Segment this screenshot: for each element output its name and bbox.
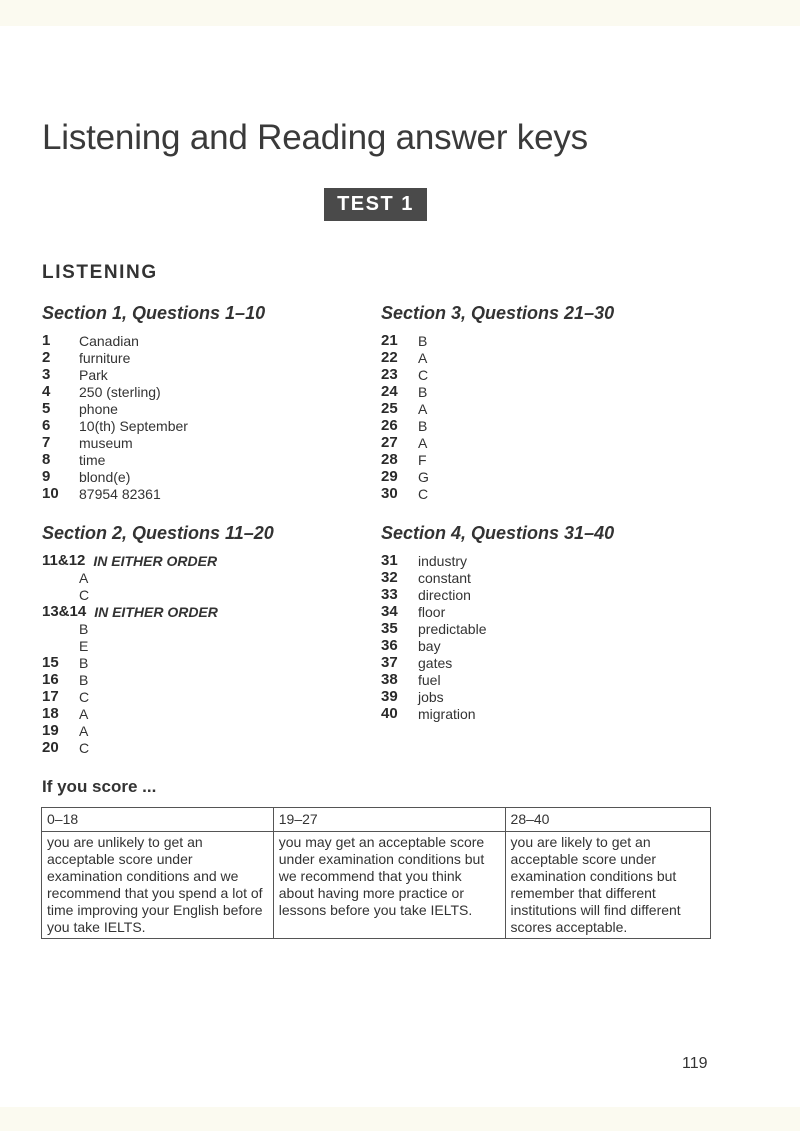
answer-number: 30 bbox=[381, 485, 398, 502]
answer-number: 23 bbox=[381, 366, 398, 383]
answer-row bbox=[42, 366, 188, 383]
listening-heading: LISTENING bbox=[42, 262, 158, 283]
answer-row bbox=[42, 332, 188, 349]
answer-text: A bbox=[418, 434, 428, 451]
answer-text: bay bbox=[418, 637, 441, 654]
answer-text: A bbox=[418, 349, 428, 366]
score-description-cell: you are likely to get an acceptable score under examination conditions but remember that different institutions will find different scores acceptable. bbox=[505, 832, 710, 939]
answer-text: industry bbox=[418, 552, 468, 569]
answer-text: C bbox=[79, 688, 90, 705]
answer-number: 4 bbox=[42, 383, 51, 400]
answer-number: 24 bbox=[381, 383, 398, 400]
page-top-band bbox=[0, 0, 800, 26]
test-badge: TEST 1 bbox=[324, 188, 427, 221]
answer-row bbox=[42, 654, 218, 671]
answer-text: B bbox=[79, 654, 89, 671]
answer-row bbox=[381, 688, 487, 705]
answer-row bbox=[381, 586, 487, 603]
answer-number: 25 bbox=[381, 400, 398, 417]
answer-row bbox=[381, 332, 429, 349]
answer-row bbox=[381, 400, 429, 417]
answer-row bbox=[381, 468, 429, 485]
either-order-note: IN EITHER ORDER bbox=[93, 552, 218, 569]
answer-row bbox=[42, 552, 218, 569]
answer-text: furniture bbox=[79, 349, 131, 366]
answer-text: time bbox=[79, 451, 106, 468]
answer-text: B bbox=[79, 620, 89, 637]
section-2-answers bbox=[42, 552, 218, 756]
answer-text: A bbox=[79, 569, 89, 586]
answer-row bbox=[381, 705, 487, 722]
answer-text: phone bbox=[79, 400, 118, 417]
answer-text: 10(th) September bbox=[79, 417, 188, 434]
answer-number: 8 bbox=[42, 451, 51, 468]
answer-row bbox=[42, 569, 218, 586]
answer-text: 87954 82361 bbox=[79, 485, 161, 502]
section-4-heading: Section 4, Questions 31–40 bbox=[381, 523, 615, 543]
answer-number: 5 bbox=[42, 400, 51, 417]
answer-row bbox=[42, 688, 218, 705]
answer-text: G bbox=[418, 468, 429, 485]
answer-row bbox=[381, 552, 487, 569]
score-heading: If you score ... bbox=[42, 777, 157, 796]
answer-number: 40 bbox=[381, 705, 398, 722]
answer-number: 31 bbox=[381, 552, 398, 569]
answer-number: 35 bbox=[381, 620, 398, 637]
answer-text: B bbox=[418, 417, 428, 434]
answer-text: constant bbox=[418, 569, 471, 586]
answer-row bbox=[42, 383, 188, 400]
answer-text: C bbox=[418, 485, 429, 502]
answer-number: 17 bbox=[42, 688, 59, 705]
answer-text: C bbox=[418, 366, 429, 383]
answer-number: 38 bbox=[381, 671, 398, 688]
answer-number: 2 bbox=[42, 349, 51, 366]
answer-text: B bbox=[79, 671, 89, 688]
answer-row bbox=[381, 434, 429, 451]
answer-text: B bbox=[418, 383, 428, 400]
answer-number: 21 bbox=[381, 332, 398, 349]
score-range-cell: 28–40 bbox=[505, 808, 710, 832]
answer-number: 32 bbox=[381, 569, 398, 586]
answer-text: C bbox=[79, 586, 90, 603]
answer-number: 1 bbox=[42, 332, 51, 349]
answer-number: 22 bbox=[381, 349, 398, 366]
score-range-cell: 0–18 bbox=[42, 808, 274, 832]
answer-row bbox=[42, 485, 188, 502]
answer-row bbox=[381, 349, 429, 366]
answer-row bbox=[381, 654, 487, 671]
score-description-row bbox=[42, 832, 711, 939]
answer-text: jobs bbox=[418, 688, 444, 705]
answer-row bbox=[42, 739, 218, 756]
answer-row bbox=[42, 620, 218, 637]
answer-row bbox=[42, 637, 218, 654]
answer-row bbox=[381, 569, 487, 586]
answer-text: migration bbox=[418, 705, 476, 722]
answer-text: gates bbox=[418, 654, 453, 671]
answer-row bbox=[42, 468, 188, 485]
page-bottom-band bbox=[0, 1107, 800, 1131]
section-1-heading: Section 1, Questions 1–10 bbox=[42, 303, 266, 323]
answer-row bbox=[381, 671, 487, 688]
answer-text: F bbox=[418, 451, 427, 468]
answer-row bbox=[42, 417, 188, 434]
answer-row bbox=[42, 722, 218, 739]
answer-row bbox=[381, 366, 429, 383]
answer-row bbox=[42, 671, 218, 688]
answer-text: 250 (sterling) bbox=[79, 383, 161, 400]
either-order-note: IN EITHER ORDER bbox=[94, 603, 218, 620]
answer-text: direction bbox=[418, 586, 471, 603]
answer-row bbox=[42, 705, 218, 722]
answer-row bbox=[42, 400, 188, 417]
section-1-answers bbox=[42, 332, 188, 502]
answer-number: 29 bbox=[381, 468, 398, 485]
answer-row bbox=[381, 417, 429, 434]
answer-text: B bbox=[418, 332, 428, 349]
answer-row bbox=[42, 586, 218, 603]
answer-text: floor bbox=[418, 603, 446, 620]
answer-number: 3 bbox=[42, 366, 51, 383]
answer-number: 36 bbox=[381, 637, 398, 654]
answer-text: fuel bbox=[418, 671, 441, 688]
answer-number: 10 bbox=[42, 485, 59, 502]
score-description-cell: you may get an acceptable score under examination conditions but we recommend that you think about having more practice or lessons before you take IELTS. bbox=[273, 832, 505, 939]
answer-number: 37 bbox=[381, 654, 398, 671]
answer-number: 6 bbox=[42, 417, 51, 434]
answer-text: E bbox=[79, 637, 89, 654]
answer-number: 27 bbox=[381, 434, 398, 451]
score-table bbox=[41, 807, 711, 939]
answer-row bbox=[42, 434, 188, 451]
page-title: Listening and Reading answer keys bbox=[42, 118, 588, 157]
answer-number: 20 bbox=[42, 739, 59, 756]
answer-row bbox=[381, 637, 487, 654]
answer-number: 11&12 bbox=[42, 552, 86, 569]
answer-text: Canadian bbox=[79, 332, 139, 349]
section-3-answers bbox=[381, 332, 429, 502]
answer-text: blond(e) bbox=[79, 468, 131, 485]
answer-row bbox=[381, 603, 487, 620]
answer-row bbox=[381, 620, 487, 637]
answer-text: A bbox=[418, 400, 428, 417]
answer-row bbox=[381, 451, 429, 468]
score-description-cell: you are unlikely to get an acceptable score under examination conditions and we recommend that you spend a lot of time improving your English before you take IELTS. bbox=[42, 832, 274, 939]
answer-number: 26 bbox=[381, 417, 398, 434]
answer-number: 19 bbox=[42, 722, 59, 739]
answer-row bbox=[381, 383, 429, 400]
answer-number: 16 bbox=[42, 671, 59, 688]
answer-number: 33 bbox=[381, 586, 398, 603]
answer-number: 13&14 bbox=[42, 603, 87, 620]
section-2-heading: Section 2, Questions 11–20 bbox=[42, 523, 274, 543]
answer-text: C bbox=[79, 739, 90, 756]
answer-number: 34 bbox=[381, 603, 398, 620]
answer-text: A bbox=[79, 705, 89, 722]
answer-row bbox=[42, 349, 188, 366]
page-number: 119 bbox=[682, 1055, 708, 1072]
answer-text: A bbox=[79, 722, 89, 739]
score-header-row bbox=[42, 808, 711, 832]
answer-row bbox=[42, 603, 218, 620]
answer-number: 7 bbox=[42, 434, 51, 451]
answer-row bbox=[42, 451, 188, 468]
answer-number: 9 bbox=[42, 468, 51, 485]
answer-number: 15 bbox=[42, 654, 59, 671]
answer-row bbox=[381, 485, 429, 502]
answer-text: museum bbox=[79, 434, 133, 451]
answer-number: 18 bbox=[42, 705, 59, 722]
answer-number: 28 bbox=[381, 451, 398, 468]
answer-number: 39 bbox=[381, 688, 398, 705]
section-3-heading: Section 3, Questions 21–30 bbox=[381, 303, 615, 323]
answer-text: Park bbox=[79, 366, 108, 383]
score-range-cell: 19–27 bbox=[273, 808, 505, 832]
answer-text: predictable bbox=[418, 620, 487, 637]
section-4-answers bbox=[381, 552, 487, 722]
